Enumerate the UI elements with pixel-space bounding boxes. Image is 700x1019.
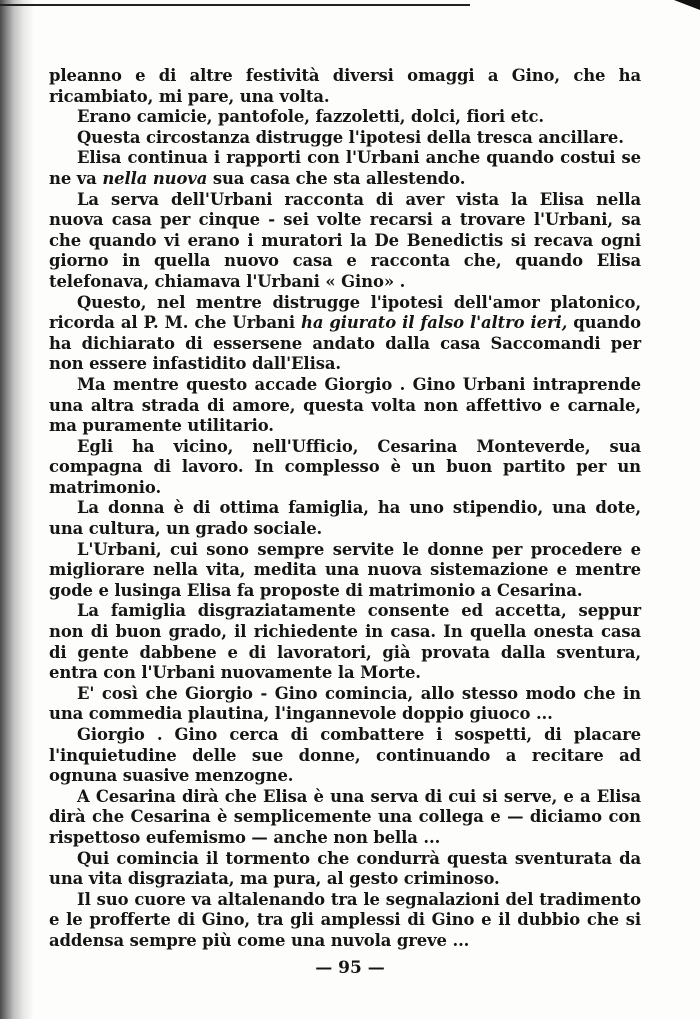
- text-run: Erano camicie, pantofole, fazzoletti, dolci, fiori etc.: [77, 107, 544, 127]
- paragraph-p4: [49, 148, 641, 189]
- page-number: — 95 —: [315, 958, 385, 978]
- paragraph-p2: [49, 107, 641, 128]
- paragraph-p1: [49, 66, 641, 107]
- text-run: Elisa continua i rapporti con l'Urbani anche quando costui se ne va: [49, 148, 641, 188]
- text-run: sua casa che sta allestendo.: [207, 168, 466, 188]
- paragraph-p11: [49, 601, 641, 683]
- paragraph-p9: [49, 498, 641, 539]
- italic-text: nella nuova: [102, 168, 208, 188]
- text-run: Qui comincia il tormento che condurrà questa sventurata da una vita disgraziata, ma pura, al gesto criminoso.: [49, 848, 641, 889]
- paragraph-p8: [49, 437, 641, 499]
- text-run: A Cesarina dirà che Elisa è una serva di cui si serve, e a Elisa dirà che Cesarina è semplicemente una collega e — diciamo con rispettoso eufemismo — anche non bella ...: [49, 786, 641, 847]
- text-run: quando ha dichiarato di essersene andato dalla casa Saccomandi per non essere infastidito dall'Elisa.: [49, 313, 641, 374]
- paragraph-p7: [49, 375, 641, 437]
- corner-mark: [674, 0, 700, 10]
- text-run: Egli ha vicino, nell'Ufficio, Cesarina Monteverde, sua compagna di lavoro. In complesso è un buon partito per un matrimonio.: [49, 436, 641, 497]
- text-run: Giorgio . Gino cerca di combattere i sospetti, di placare l'inquietudine delle sue donne, continuando a recitare ad ognuna suasive menzogne.: [49, 725, 641, 786]
- scan-shadow-edge: [0, 0, 34, 1019]
- paragraph-p10: [49, 540, 641, 602]
- paragraph-p6: [49, 293, 641, 375]
- text-run: La famiglia disgraziatamente consente ed accetta, seppur non di buon grado, il richiedente in casa. In quella onesta casa di gente dabbene e di lavoratori, già provata dalla sventura, entra con l'Urbani nuovamente la Morte.: [49, 601, 641, 683]
- italic-text: ha giurato il falso l'altro ieri,: [301, 313, 568, 333]
- text-run: Questa circostanza distrugge l'ipotesi della tresca ancillare.: [77, 127, 624, 147]
- paragraph-p5: [49, 190, 641, 293]
- paragraph-p13: [49, 725, 641, 787]
- paragraph-p14: [49, 787, 641, 849]
- paragraph-p15: [49, 849, 641, 890]
- top-rule: [0, 4, 470, 6]
- text-run: pleanno e di altre festività diversi omaggi a Gino, che ha ricambiato, mi pare, una volta.: [49, 66, 641, 106]
- text-run: Questo, nel mentre distrugge l'ipotesi dell'amor platonico, ricorda al P. M. che Urbani: [49, 292, 641, 333]
- body-text: [49, 66, 641, 952]
- text-run: La donna è di ottima famiglia, ha uno stipendio, una dote, una cultura, un grado sociale.: [49, 498, 641, 539]
- text-run: La serva dell'Urbani racconta di aver vista la Elisa nella nuova casa per cinque - sei volte recarsi a trovare l'Urbani, sa che quando vi erano i muratori la De Benedictis si recava ogni giorno in quella nuovo casa e racconta che, quando Elisa telefonava, chiamava l'Urbani « Gino» .: [49, 189, 641, 291]
- text-run: Il suo cuore va altalenando tra le segnalazioni del tradimento e le profferte di Gino, tra gli amplessi di Gino e il dubbio che si addensa sempre più come una nuvola greve ...: [49, 889, 641, 950]
- paragraph-p12: [49, 684, 641, 725]
- paragraph-p3: [49, 128, 641, 149]
- text-run: Ma mentre questo accade Giorgio . Gino Urbani intraprende una altra strada di amore, questa volta non affettivo e carnale, ma puramente utilitario.: [49, 374, 641, 436]
- text-run: L'Urbani, cui sono sempre servite le donne per procedere e migliorare nella vita, medita una nuova sistemazione e mentre gode e lusinga Elisa fa proposte di matrimonio a Cesarina.: [49, 539, 641, 600]
- text-run: E' così che Giorgio - Gino comincia, allo stesso modo che in una commedia plautina, l'ingannevole doppio giuoco ...: [49, 683, 641, 724]
- paragraph-p16: [49, 890, 641, 952]
